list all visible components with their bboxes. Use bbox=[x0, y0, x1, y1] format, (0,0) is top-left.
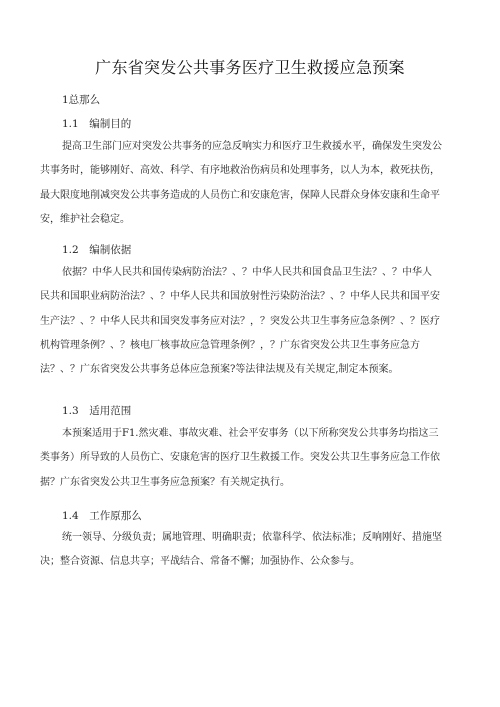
paragraph-line: 民共和国职业病防治法？、？中华人民共和国放射性污染防治法？、？中华人民共和国平安 bbox=[40, 291, 440, 303]
paragraph-line: 机构管理条例？、？核电厂核事故应急管理条例？，？广东省突发公共卫生事务应急方 bbox=[40, 339, 420, 351]
section-heading-1-3: 1.3 适用范围 bbox=[62, 405, 132, 417]
paragraph-line: 安，维护社会稳定。 bbox=[40, 213, 130, 225]
paragraph-line: 统一领导、分级负责；属地管理、明确职责；依靠科学、依法标准；反响刚好、措施坚 bbox=[62, 532, 442, 543]
paragraph-line: 法？、？广东省突发公共事务总体应急预案?等法律法规及有关规定,制定本预案。 bbox=[40, 364, 399, 376]
document-title: 广东省突发公共事务医疗卫生救援应急预案 bbox=[95, 58, 405, 77]
paragraph-scope bbox=[40, 422, 463, 495]
paragraph-line: 据？广东省突发公共卫生事务应急预案？有关规定执行。 bbox=[40, 476, 290, 488]
paragraph-line: 生产法？、？中华人民共和国突发事务应对法？，？突发公共卫生事务应急条例？、？医疗 bbox=[40, 315, 440, 327]
section-heading-1-1: 1.1 编制目的 bbox=[62, 118, 132, 130]
section-heading-general: 1总那么 bbox=[62, 94, 101, 106]
paragraph-basis bbox=[40, 261, 463, 382]
paragraph-line: 共事务时，能够刚好、高效、科学、有序地救治伤病员和处理事务，以人为本，救死扶伤， bbox=[40, 165, 440, 177]
section-heading-1-4: 1.4 工作原那么 bbox=[62, 510, 142, 522]
paragraph-line: 决；整合资源、信息共享；平战结合、常备不懈；加强协作、公众参与。 bbox=[40, 556, 360, 568]
section-heading-1-2: 1.2 编制依据 bbox=[62, 244, 132, 256]
paragraph-purpose bbox=[40, 135, 463, 232]
paragraph-line: 提高卫生部门应对突发公共事务的应急反响实力和医疗卫生救援水平，确保发生突发公 bbox=[62, 141, 442, 152]
paragraph-line: 最大限度地削减突发公共事务造成的人员伤亡和安康危害，保障人民群众身体安康和生命平 bbox=[40, 189, 440, 201]
paragraph-principles bbox=[40, 526, 463, 575]
paragraph-line: 类事务）所导致的人员伤亡、安康危害的医疗卫生救援工作。突发公共卫生事务应急工作依 bbox=[40, 452, 440, 464]
paragraph-line: 依据？中华人民共和国传染病防治法？、？中华人民共和国食品卫生法？、？中华人 bbox=[62, 267, 432, 278]
paragraph-line: 本预案适用于F1.然灾难、事故灾难、社会平安事务（以下所称突发公共事务均指这三 bbox=[62, 428, 439, 439]
